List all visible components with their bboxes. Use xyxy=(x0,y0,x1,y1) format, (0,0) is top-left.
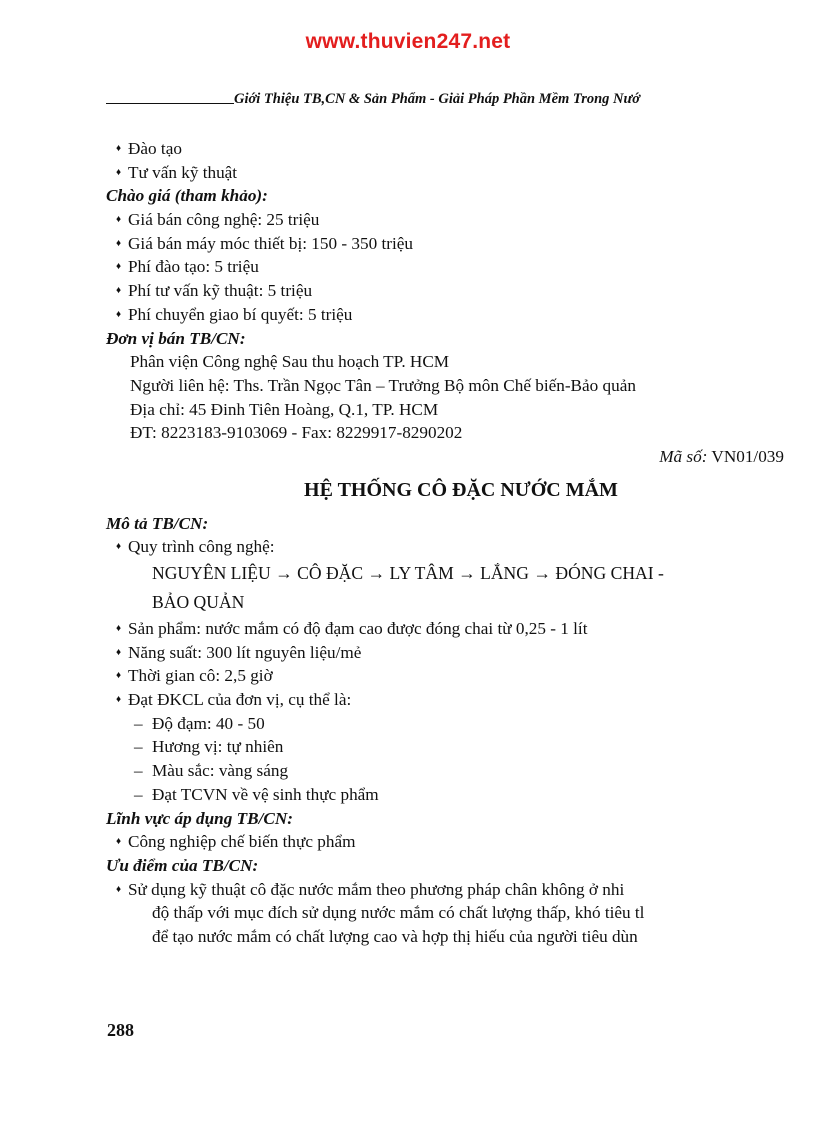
seller-line: Người liên hệ: Ths. Trần Ngọc Tân – Trưởng Bộ môn Chế biến-Bảo quản xyxy=(130,375,636,395)
seller-line: Phân viện Công nghệ Sau thu hoạch TP. HCM xyxy=(130,352,450,372)
product-code-value: VN01/039 xyxy=(711,446,784,466)
watermark-url: www.thuvien247.net xyxy=(305,30,511,53)
paragraph-line xyxy=(106,901,816,925)
dash-item: – Hương vị: tự nhiên xyxy=(106,735,816,759)
list-item: ♦ Đào tạo xyxy=(106,137,816,161)
list-item: ♦ Phí đào tạo: 5 triệu xyxy=(106,255,816,279)
list-item: ♦ Công nghiệp chế biến thực phẩm xyxy=(106,830,816,854)
list-item: ♦ Giá bán máy móc thiết bị: 150 - 350 triệu xyxy=(106,232,816,256)
list-item: ♦ Quy trình công nghệ: xyxy=(106,535,816,559)
section-title: HỆ THỐNG CÔ ĐẶC NƯỚC MẮM xyxy=(304,478,618,501)
header-rule xyxy=(106,103,234,104)
dash-item: – Màu sắc: vàng sáng xyxy=(106,759,816,783)
product-code xyxy=(106,445,816,469)
list-item: ♦ Sản phẩm: nước mắm có độ đạm cao được đóng chai từ 0,25 - 1 lít xyxy=(106,617,816,641)
pricing-heading: Chào giá (tham khảo): xyxy=(106,186,268,206)
seller-heading: Đơn vị bán TB/CN: xyxy=(106,328,246,348)
page-body xyxy=(106,137,816,949)
application-heading: Lĩnh vực áp dụng TB/CN: xyxy=(106,808,293,828)
paragraph-line: để tạo nước mắm có chất lượng cao và hợp thị hiếu của người tiêu dùn xyxy=(152,926,638,946)
list-item: ♦ Giá bán công nghệ: 25 triệu xyxy=(106,208,816,232)
running-head-text: Giới Thiệu TB,CN & Sản Phẩm - Giải Pháp Phần Mềm Trong Nướ xyxy=(234,91,640,107)
list-item: ♦ Đạt ĐKCL của đơn vị, cụ thể là: xyxy=(106,688,816,712)
list-item: ♦ Tư vấn kỹ thuật xyxy=(106,161,816,185)
running-head xyxy=(106,91,816,108)
dash-item: – Độ đạm: 40 - 50 xyxy=(106,712,816,736)
seller-line: ĐT: 8223183-9103069 - Fax: 8229917-8290202 xyxy=(130,423,463,443)
list-item: ♦ Sử dụng kỹ thuật cô đặc nước mắm theo phương pháp chân không ở nhi xyxy=(106,878,816,902)
list-item: ♦ Thời gian cô: 2,5 giờ xyxy=(106,664,816,688)
process-flow: BẢO QUẢN xyxy=(152,592,245,612)
seller-line: Địa chỉ: 45 Đinh Tiên Hoàng, Q.1, TP. HCM xyxy=(130,399,439,419)
advantages-heading: Ưu điểm của TB/CN: xyxy=(106,855,259,875)
list-item: ♦ Phí tư vấn kỹ thuật: 5 triệu xyxy=(106,279,816,303)
page-number: 288 xyxy=(107,1020,134,1040)
product-code-label: Mã số: xyxy=(659,446,708,466)
list-item: ♦ Năng suất: 300 lít nguyên liệu/mẻ xyxy=(106,641,816,665)
paragraph-text: độ thấp với mục đích sử dụng nước mắm có chất lượng thấp, khó tiêu tl xyxy=(152,903,645,923)
dash-item: – Đạt TCVN về vệ sinh thực phẩm xyxy=(106,783,816,807)
process-flow: NGUYÊN LIỆU → CÔ ĐẶC → LY TÂM → LẮNG → ĐÓNG CHAI - xyxy=(152,563,664,583)
description-heading: Mô tả TB/CN: xyxy=(106,513,209,533)
list-item: ♦ Phí chuyển giao bí quyết: 5 triệu xyxy=(106,303,816,327)
